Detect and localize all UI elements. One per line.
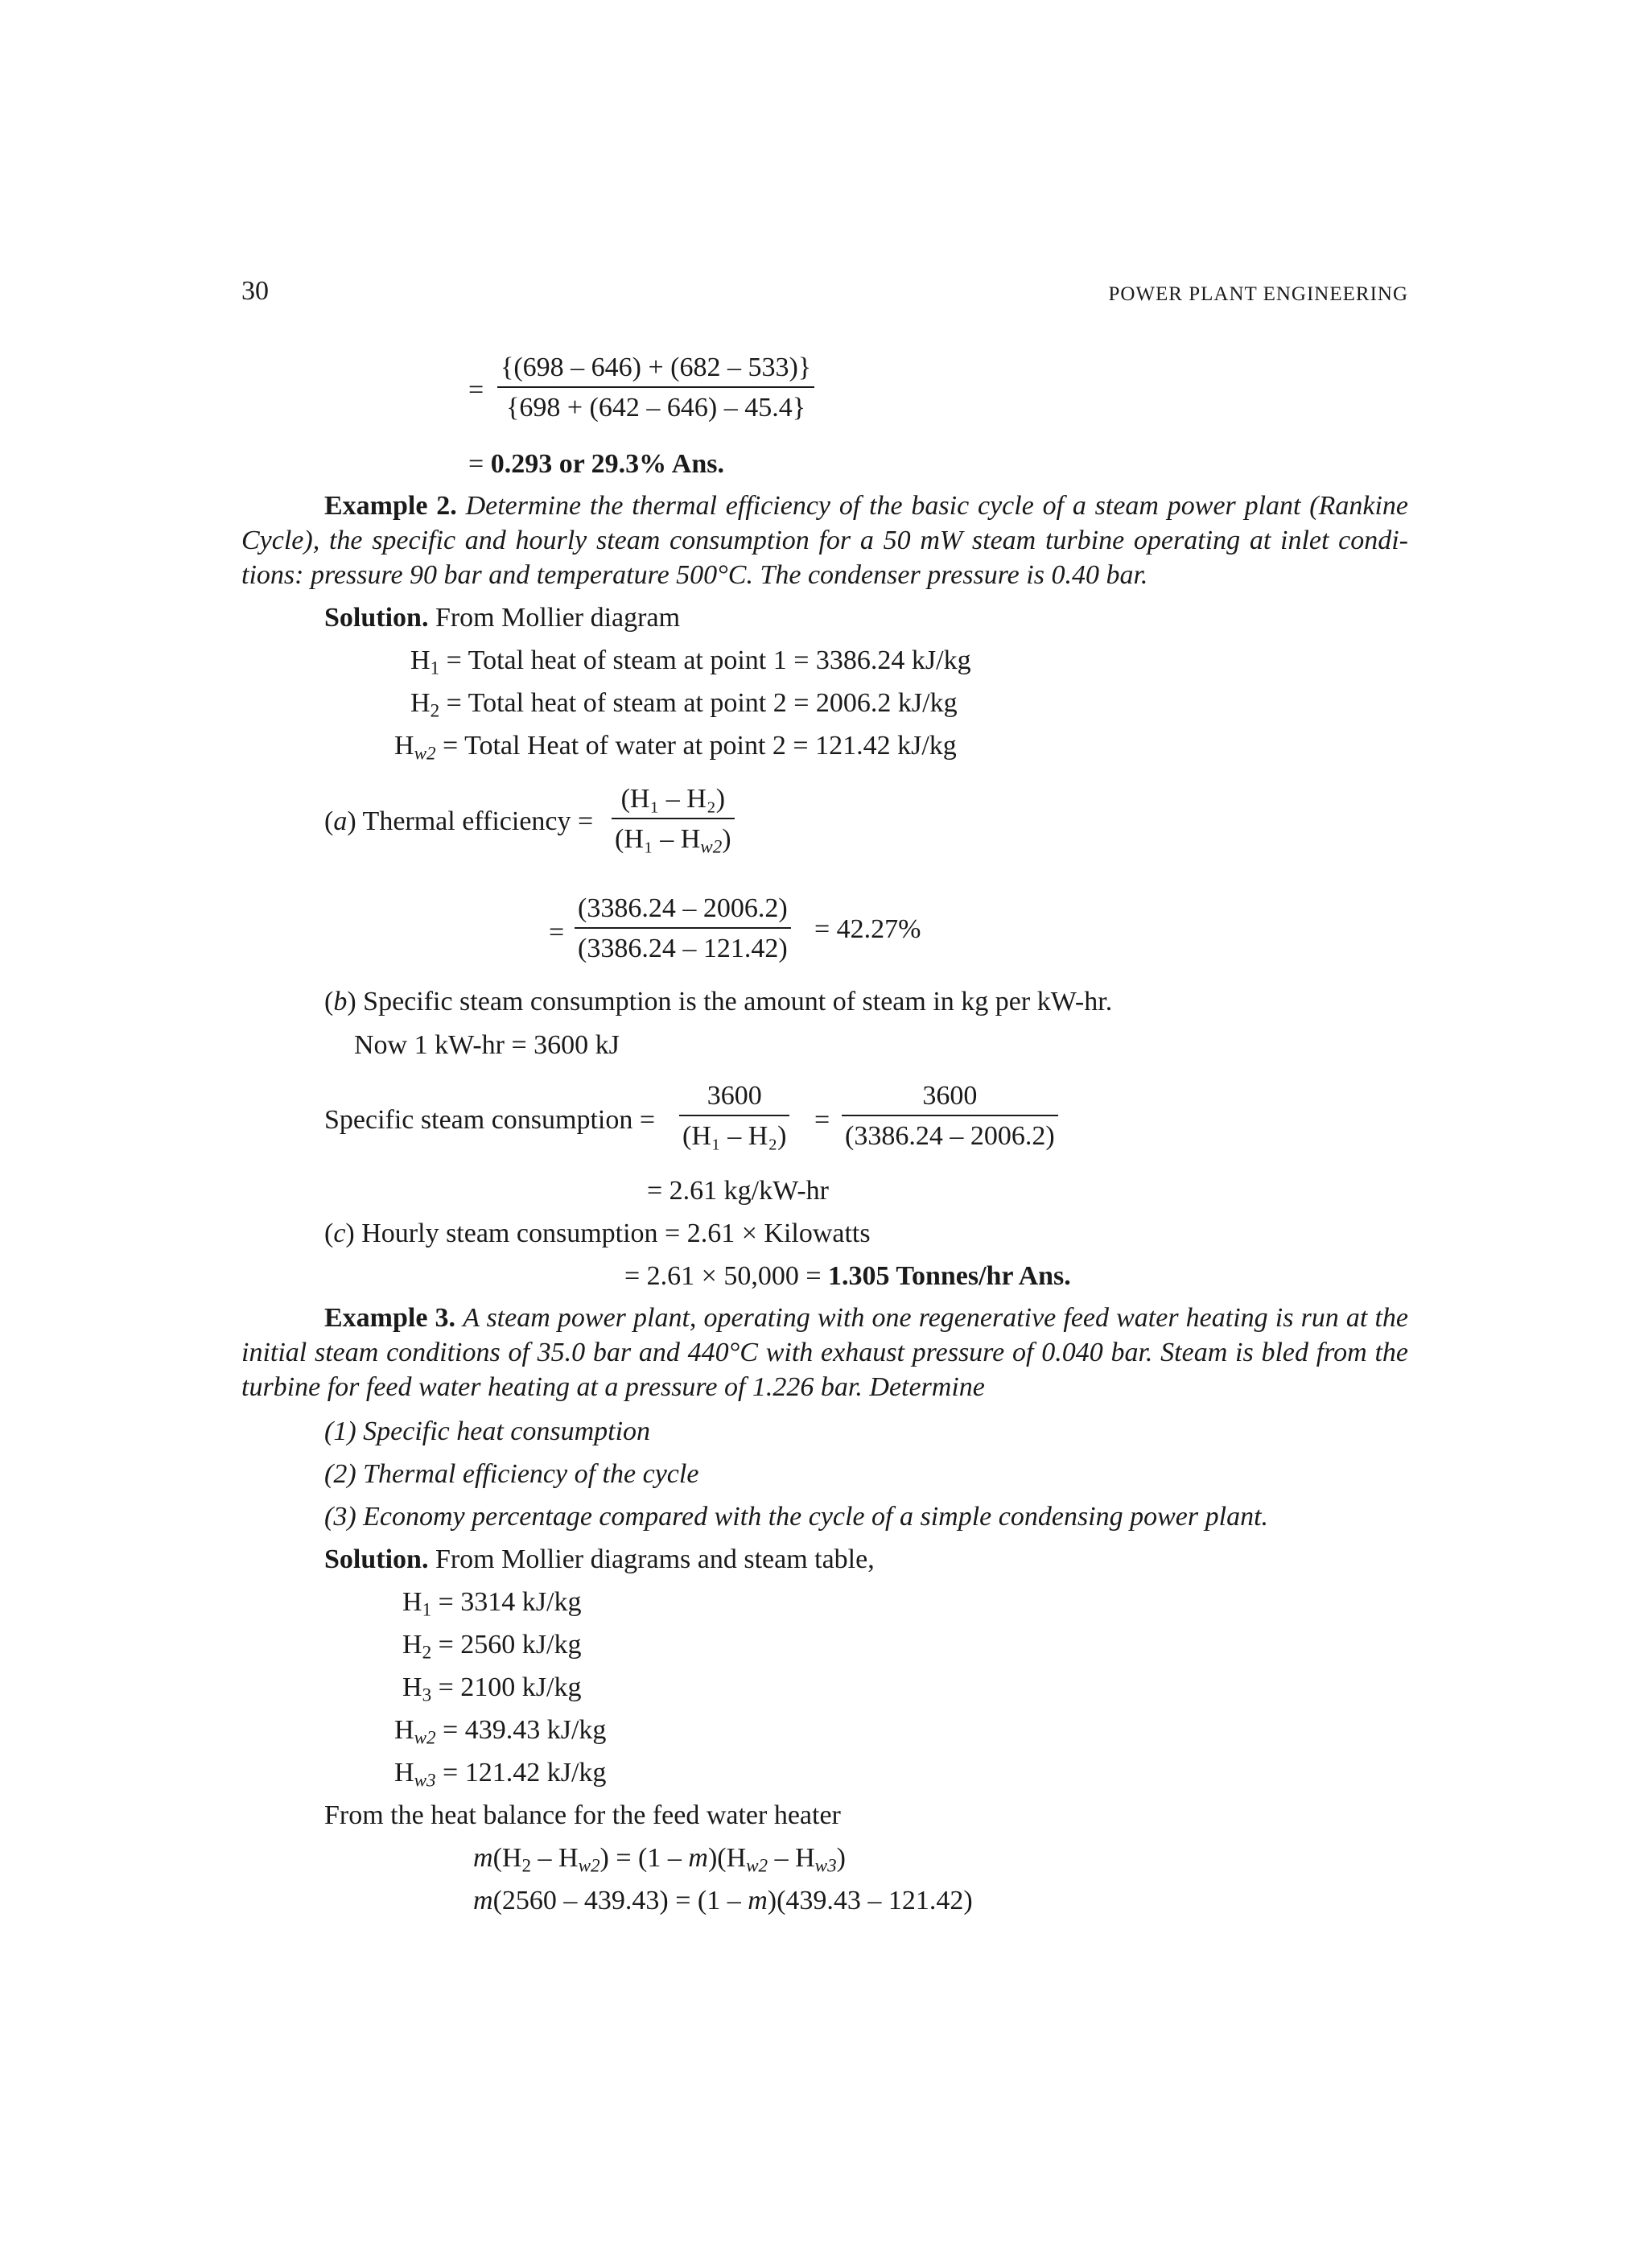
equals-sign-2: =: [549, 918, 565, 947]
solution-line-2: Solution. From Mollier diagrams and steam table,: [324, 1544, 875, 1574]
fraction-thermal-efficiency-values: (3386.24 – 2006.2) (3386.24 – 121.42): [575, 895, 791, 963]
hw2-line: $H_{w2}$ = Total Heat of water at point 2 = 121.42 kJ/kg: [394, 731, 957, 765]
fraction-ssc-2: 3600 (3386.24 – 2006.2): [842, 1082, 1058, 1150]
solution-label: Solution.: [324, 603, 429, 633]
fraction-ssc-1: 3600 (H₁ – H₂): [679, 1082, 789, 1150]
part-c-line: (c) Hourly steam consumption = 2.61 × Kilowatts: [324, 1219, 871, 1248]
fraction-efficiency: [497, 354, 814, 422]
hourly-result: = 2.61 × 50,000 = 1.305 Tonnes/hr Ans.: [624, 1261, 1071, 1291]
example-2-label: Example 2.: [324, 491, 457, 521]
page-number: 30: [241, 276, 269, 306]
running-title: POWER PLANT ENGINEERING: [1108, 283, 1408, 305]
example-3-text: A steam power plant, operating with one regenerative feed water heating is run at the initial steam conditions of 35.0 bar and 440°C with exhaust pressure of 0.040 bar. Steam is bled from the turbine for feed water heating at a pressure of 1.226 bar. Determine: [241, 1303, 1409, 1402]
ex3-h3-line: $H_3 = 2100$ kJ/kg: [402, 1672, 582, 1706]
ssc-result: = 2.61 kg/kW-hr: [647, 1176, 829, 1206]
example-3-label: Example 3.: [324, 1303, 456, 1333]
ssc-label: Specific steam consumption =: [324, 1105, 656, 1135]
list-item-3: (3) Economy percentage compared with the cycle of a simple condensing power plant.: [324, 1502, 1269, 1532]
solution-text: From Mollier diagram: [435, 603, 681, 633]
now-line: Now 1 kW-hr = 3600 kJ: [354, 1030, 620, 1060]
ex3-hw3-line: $H_{w3} = 121.42$ kJ/kg: [394, 1758, 607, 1792]
thermal-efficiency-result: = 42.27%: [814, 914, 921, 944]
equals-sign-3: =: [814, 1105, 830, 1135]
fraction-denominator: {698 + (642 – 646) – 45.4}: [506, 393, 806, 423]
h2-line: $H_2$ = Total heat of steam at point 2 = 2006.2 kJ/kg: [410, 688, 958, 722]
fraction-numerator: {(698 – 646) + (682 – 533)}: [501, 353, 812, 382]
list-item-2: (2) Thermal efficiency of the cycle: [324, 1459, 699, 1489]
example-2-paragraph: [241, 489, 1408, 592]
heat-balance-equation-2: m(2560 – 439.43) = (1 – m)(439.43 – 121.42): [473, 1886, 973, 1915]
ex3-h2-line: $H_2 = 2560$ kJ/kg: [402, 1630, 582, 1664]
fraction-thermal-efficiency: (H₁ – H₂) $(H_1 - H_{w2})$: [612, 786, 735, 853]
example-3-paragraph: [241, 1301, 1408, 1404]
heat-balance-line: From the heat balance for the feed water heater: [324, 1800, 841, 1830]
ex3-h1-line: $H_1 = 3314$ kJ/kg: [402, 1587, 582, 1621]
result-answer: 0.293 or 29.3% Ans.: [490, 449, 724, 479]
part-b-line: (b) Specific steam consumption is the amount of steam in kg per kW-hr.: [324, 987, 1113, 1016]
part-a-label: (a) Thermal efficiency =: [324, 806, 594, 836]
h1-line: $H_1$ = Total heat of steam at point 1 = 3386.24 kJ/kg: [410, 645, 971, 679]
result-line: [468, 451, 724, 478]
example-2-text: Determine the thermal efficiency of the basic cycle of a steam power plant (Rankine Cycle), the specific and hourly steam consumption for a 50 mW steam turbine operating at inlet condi-tions: pressure 90 bar and temperature 500°C. The condenser pressure is 0.40 bar.: [241, 491, 1408, 590]
result-prefix: =: [468, 449, 491, 479]
ex3-hw2-line: $H_{w2} = 439.43$ kJ/kg: [394, 1715, 607, 1749]
heat-balance-equation-1: $m(H_2 - H_{w2}) = (1 - m)(H_{w2} - H_{w3})$: [473, 1843, 846, 1877]
equals-sign: =: [468, 375, 484, 405]
solution-line: [324, 604, 680, 632]
list-item-1: (1) Specific heat consumption: [324, 1416, 651, 1446]
